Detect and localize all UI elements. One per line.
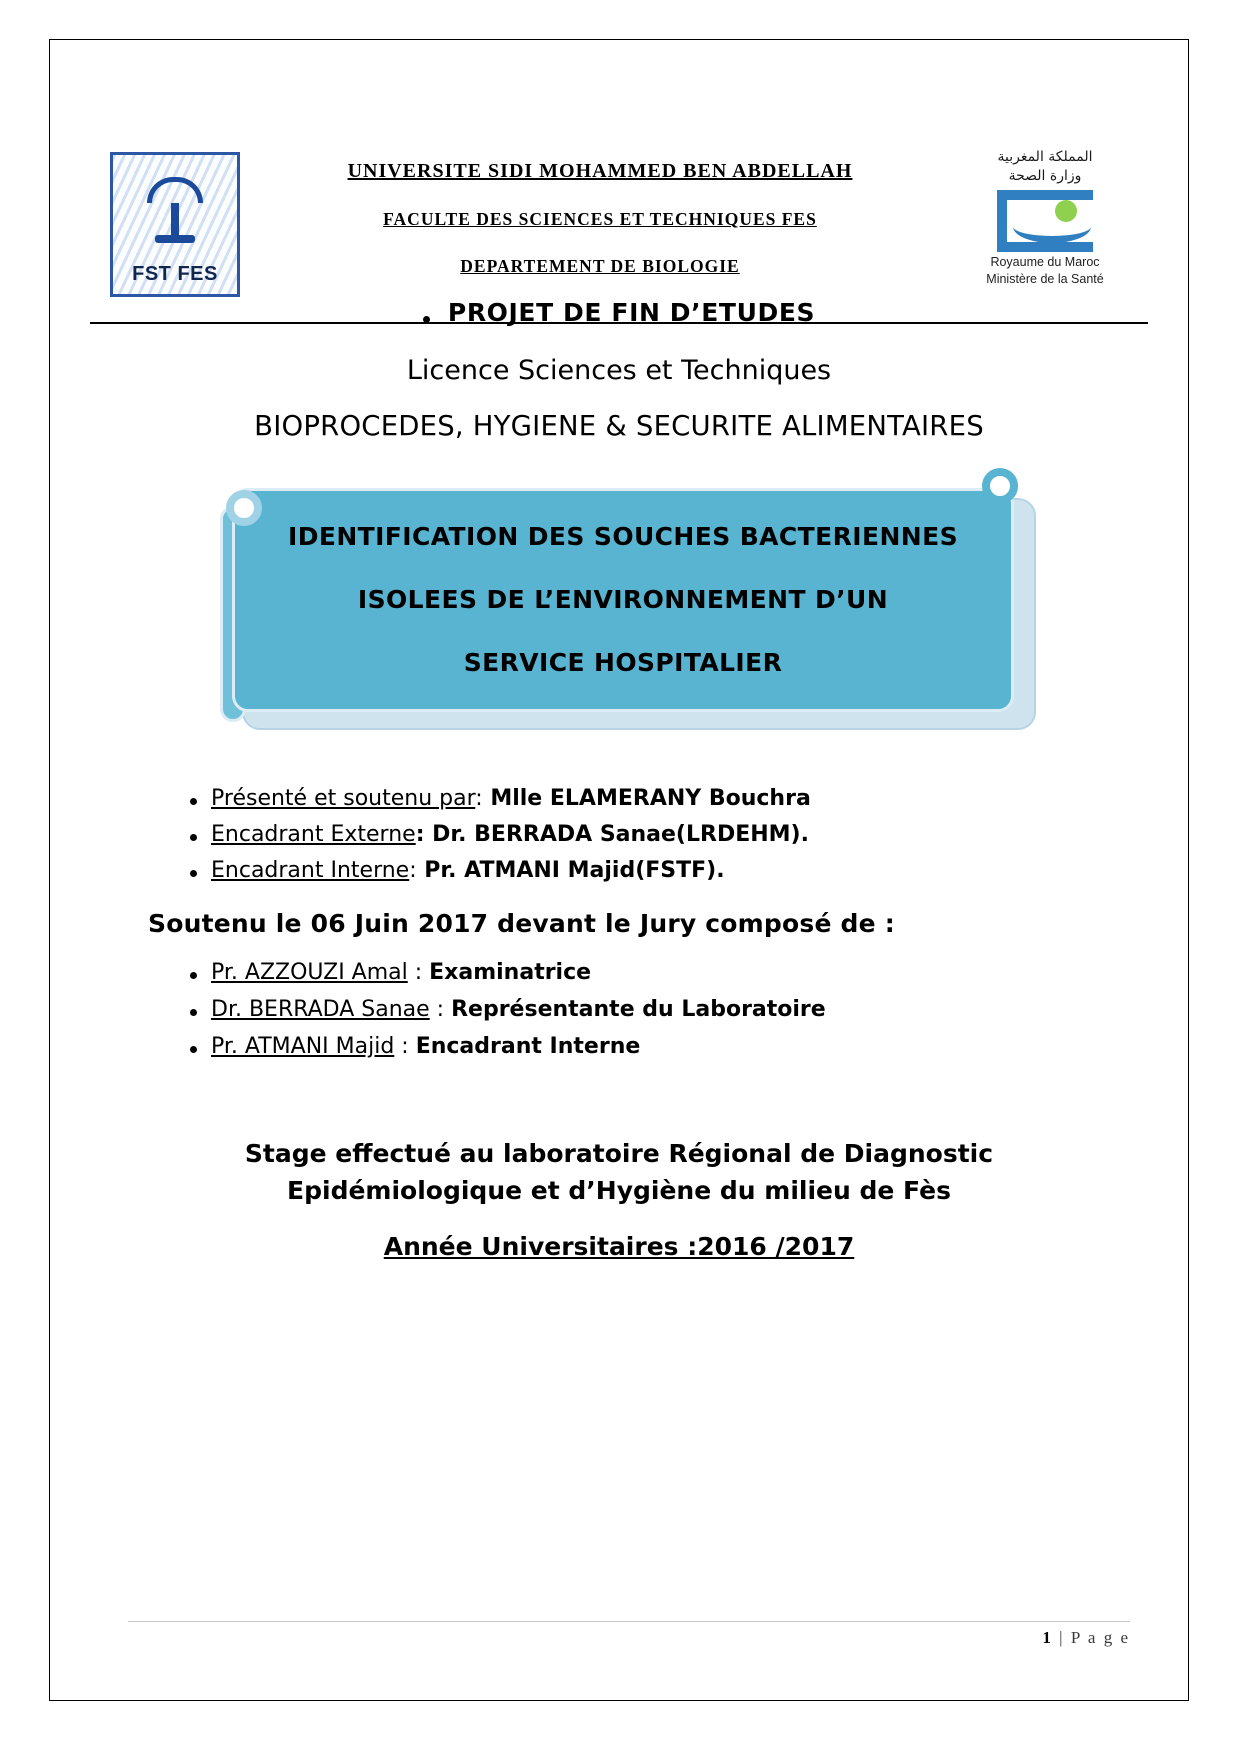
program-title: BIOPROCEDES, HYGIENE & SECURITE ALIMENTAIRES <box>254 409 984 442</box>
thesis-title-line-3: SERVICE HOSPITALIER <box>463 648 783 677</box>
project-type-text: PROJET DE FIN D’ETUDES <box>447 298 816 327</box>
bullet-icon <box>190 972 197 979</box>
external-supervisor-sep: : <box>415 821 425 847</box>
institution-block <box>270 160 930 303</box>
external-supervisor-label: Encadrant Externe <box>211 821 416 847</box>
bullet-icon <box>190 1046 197 1053</box>
jury-separator: : <box>429 996 452 1022</box>
list-item <box>190 997 1168 1022</box>
ministry-arabic-line-2: وزارة الصحة <box>1008 167 1082 184</box>
degree-title: Licence Sciences et Techniques <box>406 354 832 386</box>
university-name: UNIVERSITE SIDI MOHAMMED BEN ABDELLAH <box>347 160 853 182</box>
bullet-icon <box>190 834 197 841</box>
page-footer <box>128 1621 1130 1648</box>
list-item <box>190 858 1168 883</box>
jury-separator: : <box>394 1033 416 1059</box>
document-page <box>49 39 1189 1701</box>
internship-line-2: Epidémiologique et d’Hygiène du milieu de Fès <box>287 1176 951 1205</box>
bullet-icon <box>190 870 197 877</box>
internal-supervisor-value: Pr. ATMANI Majid(FSTF). <box>416 857 725 883</box>
jury-member-role: Encadrant Interne <box>415 1033 641 1059</box>
page-content <box>70 70 1168 1670</box>
list-item <box>190 822 1168 847</box>
bullet-icon <box>190 798 197 805</box>
list-item <box>190 1034 1168 1059</box>
page-number-separator: | <box>1052 1628 1071 1647</box>
ministry-emblem-icon <box>997 190 1093 252</box>
jury-member-role: Examinatrice <box>429 959 592 985</box>
bullet-icon <box>190 1009 197 1016</box>
fst-fes-logo-caption: FST FES <box>132 263 218 285</box>
thesis-title-line-1: IDENTIFICATION DES SOUCHES BACTERIENNES <box>288 522 958 551</box>
list-item <box>190 786 1168 811</box>
jury-member-name: Dr. BERRADA Sanae <box>211 996 430 1022</box>
department-name: DEPARTEMENT DE BIOLOGIE <box>460 256 740 276</box>
presented-by-label: Présenté et soutenu par <box>211 785 476 811</box>
page-number: 1 <box>1042 1628 1053 1647</box>
ministry-of-health-logo <box>970 148 1120 298</box>
list-item <box>190 960 1168 985</box>
jury-list <box>190 960 1168 1059</box>
ministry-country: Royaume du Maroc <box>990 254 1100 269</box>
defense-date-line: Soutenu le 06 Juin 2017 devant le Jury composé de : <box>148 908 895 938</box>
internal-supervisor-sep: : <box>409 857 417 883</box>
document-header <box>70 70 1168 286</box>
page-number-label <box>128 1628 1130 1648</box>
jury-member-role: Représentante du Laboratoire <box>451 996 826 1022</box>
external-supervisor-value: Dr. BERRADA Sanae(LRDEHM). <box>424 821 809 847</box>
ministry-name: Ministère de la Santé <box>986 271 1104 286</box>
internal-supervisor-label: Encadrant Interne <box>211 857 410 883</box>
presentation-list <box>190 786 1168 883</box>
internship-block <box>70 1135 1168 1210</box>
header-divider <box>90 322 1148 324</box>
jury-member-name: Pr. ATMANI Majid <box>211 1033 395 1059</box>
banner-curl-top-left-icon <box>226 490 262 526</box>
banner-curl-top-right-icon <box>982 468 1018 504</box>
ministry-arabic-line-1: المملكة المغربية <box>997 149 1093 165</box>
fst-fes-logo <box>110 152 240 297</box>
thesis-title-banner <box>204 472 1034 752</box>
jury-separator: : <box>407 959 430 985</box>
academic-year: Année Universitaires :2016 /2017 <box>383 1231 855 1261</box>
footer-divider <box>128 1621 1130 1622</box>
presented-by-sep: : <box>475 785 483 811</box>
page-word: P a g e <box>1070 1628 1130 1647</box>
logo-glyph-icon <box>147 177 203 253</box>
banner-body <box>232 488 1014 712</box>
jury-member-name: Pr. AZZOUZI Amal <box>211 959 408 985</box>
presented-by-value: Mlle ELAMERANY Bouchra <box>482 785 811 811</box>
thesis-title-line-2: ISOLEES DE L’ENVIRONNEMENT D’UN <box>357 585 889 614</box>
faculty-name: FACULTE DES SCIENCES ET TECHNIQUES FES <box>383 209 817 229</box>
internship-line-1: Stage effectué au laboratoire Régional de Diagnostic <box>244 1138 994 1168</box>
